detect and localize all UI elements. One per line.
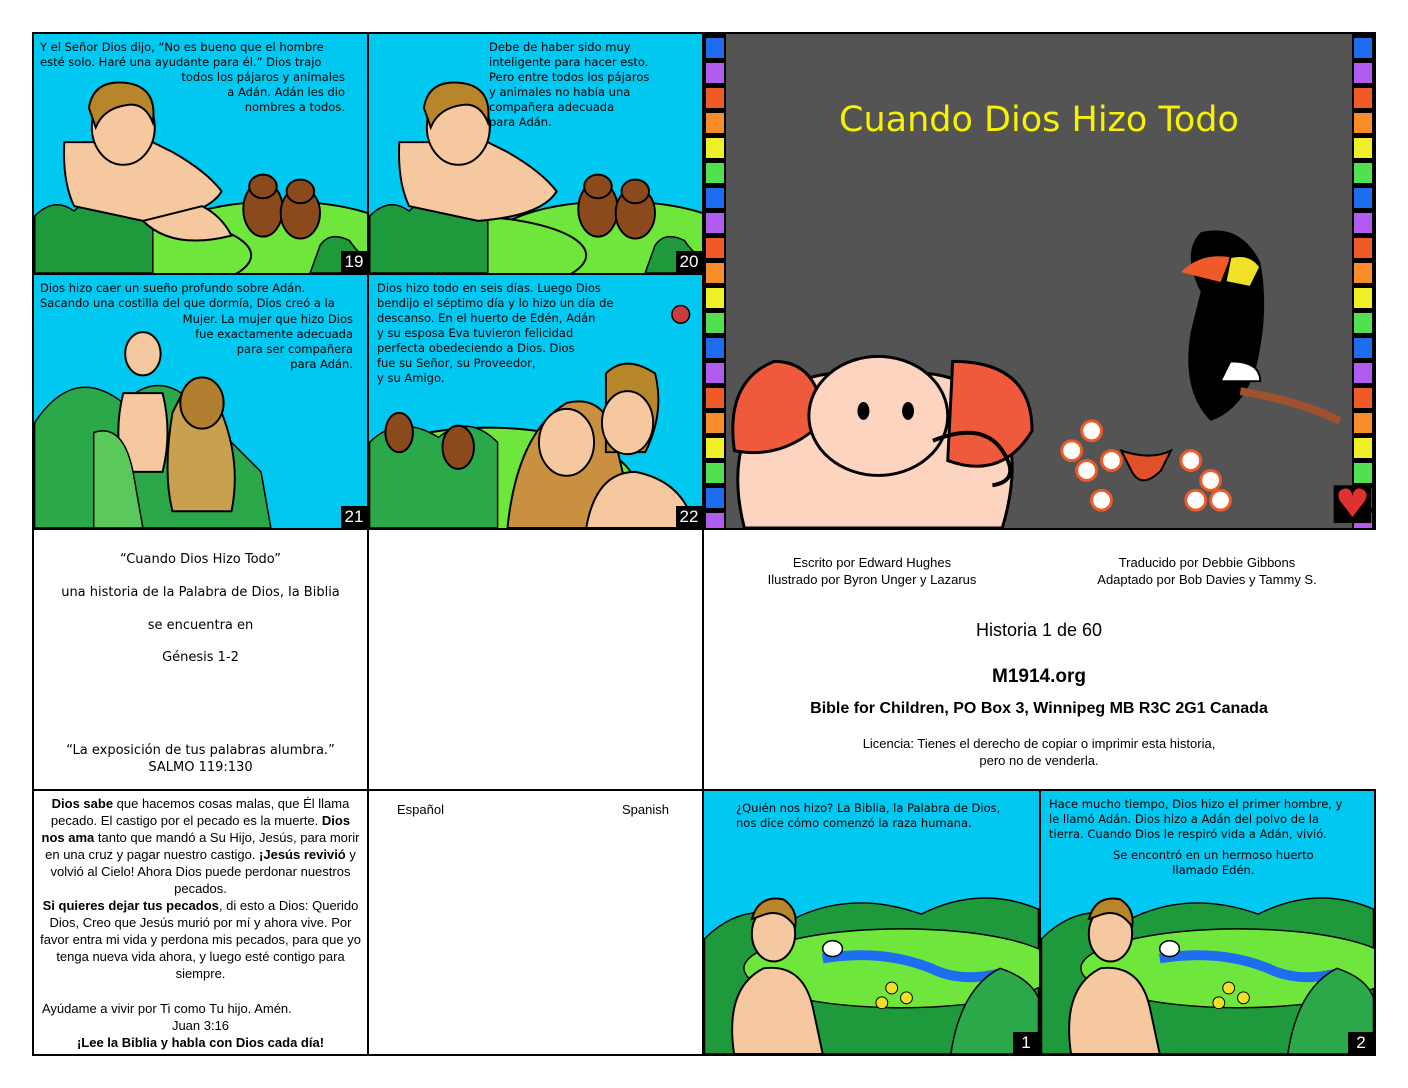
caption-left: Y el Señor Dios dijo, “No es bueno que el hombre esté solo. Haré una ayudante para él.” Dios trajo	[40, 40, 324, 69]
credit-written: Escrito por Edward Hughes	[792, 555, 952, 570]
source-title: “Cuando Dios Hizo Todo”	[119, 552, 282, 567]
cover-title: Cuando Dios Hizo Todo	[839, 100, 1239, 140]
source-panel	[32, 528, 369, 791]
animals-illustration	[704, 34, 1374, 528]
caption: ¿Quién nos hizo? La Biblia, la Palabra de Dios, nos dice cómo comenzó la raza humana.	[736, 801, 1001, 830]
license-line1: Licencia: Tienes el derecho de copiar o imprimir esta historia,	[862, 736, 1216, 751]
page-number: 22	[676, 506, 702, 528]
quote-reference: SALMO 119:130	[148, 760, 253, 775]
story-number: Historia 1 de 60	[975, 620, 1103, 640]
credit-adapted: Adaptado por Bob Davies y Tammy S.	[1097, 572, 1317, 587]
page-number: 1	[1013, 1032, 1039, 1054]
salvation-text: Dios sabe que hacemos cosas malas, que Él llama pecado. El castigo por el pecado es la muerte. Dios nos ama tanto que mandó a Su Hijo, Jesús, para morir en una cruz y pagar nuestro castigo. ¡Jesús revivió y volvió al Cielo! Ahora Dios puede perdonar nuestros pecados. Si quieres dejar tus pecados, di esto a Dios: Querido Dios, Creo que Jesús murió por mí y ahora vive. Por favor entra mi vida y perdona mis pecados, para que yo tenga nueva vida ahora, y luego esté contigo para siempre.	[40, 796, 361, 981]
caption: Debe de haber sido muy inteligente para hacer esto. Pero entre todos los pájaros y animales no había una compañera adecuada para Adán.	[489, 40, 650, 129]
page-number: 21	[341, 506, 367, 528]
source-line2: se encuentra en	[147, 618, 254, 633]
panel-22	[367, 273, 704, 530]
blank-panel	[367, 528, 704, 791]
read-bible-line: ¡Lee la Biblia y habla con Dios cada día!	[76, 1035, 325, 1050]
panel-20	[367, 32, 704, 275]
panel-2	[1039, 789, 1376, 1056]
quote: “La exposición de tus palabras alumbra.”	[66, 743, 335, 758]
page-number: 20	[676, 251, 702, 273]
caption-left: Dios hizo caer un sueño profundo sobre Adán. Sacando una costilla del que dormía, Dios creó a la	[40, 281, 335, 310]
page-number: 19	[341, 251, 367, 273]
caption: Dios hizo todo en seis días. Luego Dios bendijo el séptimo día y lo hizo un día de descanso. En el huerto de Edén, Adán y su esposa Eva tuvieron felicidad perfecta obedeciendo a Dios. Dios fue su Señor, su Proveedor, y su Amigo.	[377, 281, 614, 385]
prayer-close: Ayúdame a vivir por Ti como Tu hijo. Amén.	[42, 1001, 292, 1016]
panel-21	[32, 273, 369, 530]
source-line1: una historia de la Palabra de Dios, la Biblia	[61, 585, 340, 600]
credit-illustrated: Ilustrado por Byron Unger y Lazarus	[767, 572, 977, 587]
scripture-reference: Génesis 1-2	[162, 650, 239, 665]
credit-translated: Traducido por Debbie Gibbons	[1118, 555, 1296, 570]
language-panel	[367, 789, 704, 1056]
caption-center: Se encontró en un hermoso huerto llamado Edén.	[1113, 848, 1314, 877]
panel-1	[702, 789, 1041, 1056]
salvation-reference: Juan 3:16	[171, 1018, 230, 1033]
language-native: Español	[397, 802, 444, 817]
caption-right: todos los pájaros y animales a Adán. Adán les dio nombres a todos.	[181, 70, 345, 114]
license-line2: pero no de venderla.	[979, 753, 1099, 768]
panel-19	[32, 32, 369, 275]
page-number: 2	[1348, 1032, 1374, 1054]
language-english: Spanish	[622, 802, 669, 817]
caption-left: Hace mucho tiempo, Dios hizo el primer hombre, y le llamó Adán. Dios hizo a Adán del polvo de la tierra. Cuando Dios le respiró vida a Adán, vivió.	[1049, 797, 1343, 841]
mailing-address: Bible for Children, PO Box 3, Winnipeg MB R3C 2G1 Canada	[810, 700, 1268, 717]
cover-panel	[702, 32, 1376, 530]
website[interactable]: M1914.org	[992, 666, 1086, 687]
salvation-panel	[32, 789, 369, 1056]
credits-area	[702, 528, 1376, 791]
caption-right: Mujer. La mujer que hizo Dios fue exactamente adecuada para ser compañera para Adán.	[182, 312, 353, 371]
